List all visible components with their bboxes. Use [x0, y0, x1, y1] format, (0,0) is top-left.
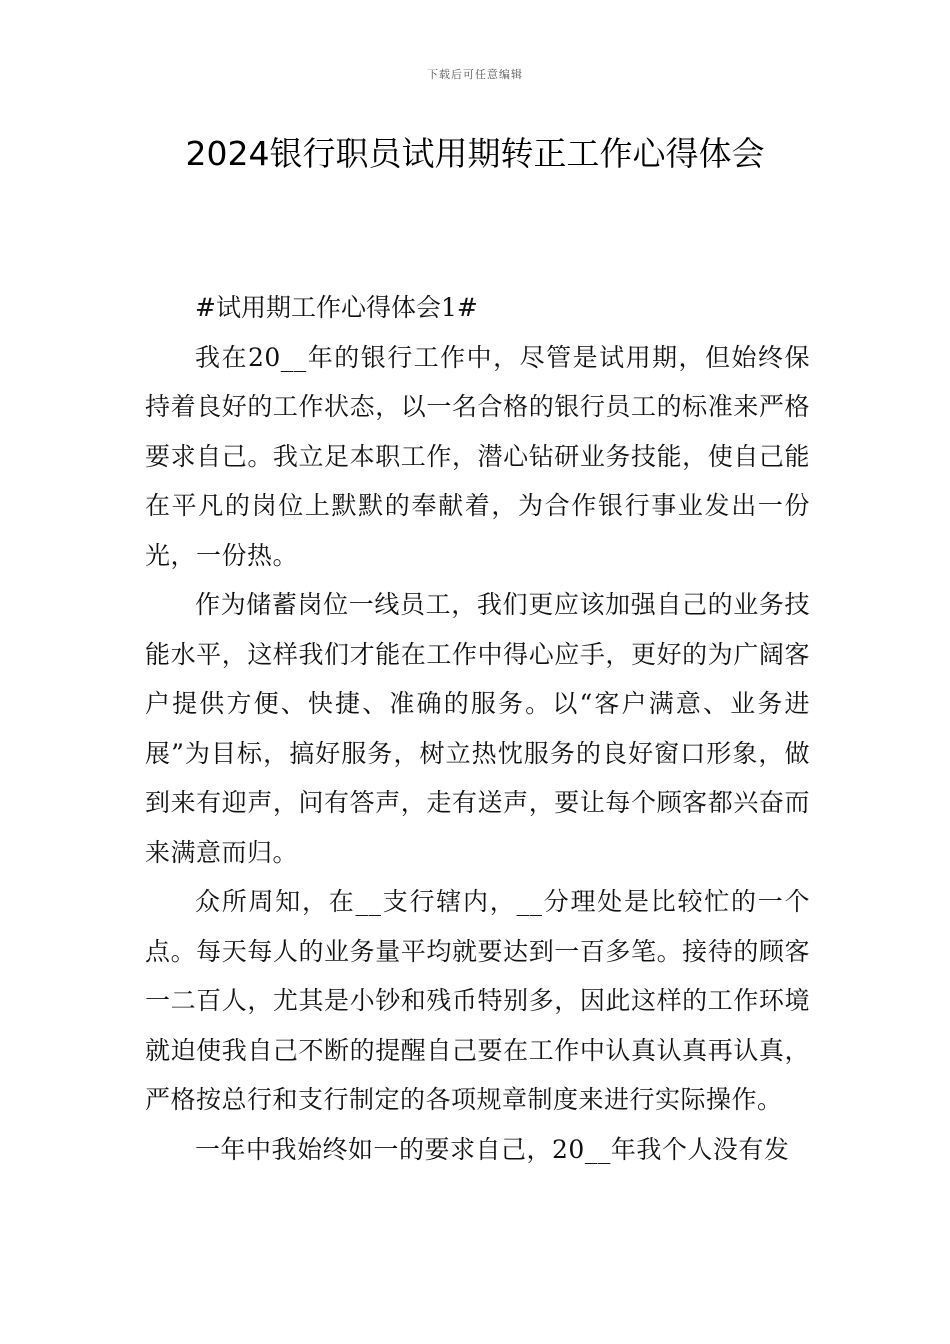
header-note: 下载后可任意编辑	[427, 68, 523, 81]
paragraph-2: 作为储蓄岗位一线员工，我们更应该加强自己的业务技能水平，这样我们才能在工作中得心应手，更好的为广阔客户提供方便、快捷、准确的服务。以“客户满意、业务进展”为目标，搞好服务，树立热忱服务的良好窗口形象，做到来有迎声，问有答声，走有送声，要让每个顾客都兴奋而来满意而归。	[145, 590, 810, 867]
paragraph-3: 众所周知，在__支行辖内，__分理处是比较忙的一个点。每天每人的业务量平均就要达到一百多笔。接待的顾客一二百人，尤其是小钞和残币特别多，因此这样的工作环境就迫使我自己不断的提醒自己要在工作中认真认真再认真，严格按总行和支行制定的各项规章制度来进行实际操作。	[145, 887, 810, 1114]
section-heading: #试用期工作心得体会1#	[195, 293, 478, 322]
paragraph-1: 我在20__年的银行工作中，尽管是试用期，但始终保持着良好的工作状态，以一名合格的银行员工的标准来严格要求自己。我立足本职工作，潜心钻研业务技能，使自己能在平凡的岗位上默默的奉献着，为合作银行事业发出一份光，一份热。	[145, 342, 810, 570]
document-title: 2024银行职员试用期转正工作心得体会	[185, 134, 765, 173]
paragraph-4: 一年中我始终如一的要求自己，20__年我个人没有发	[195, 1134, 790, 1164]
document-body	[145, 283, 810, 1174]
